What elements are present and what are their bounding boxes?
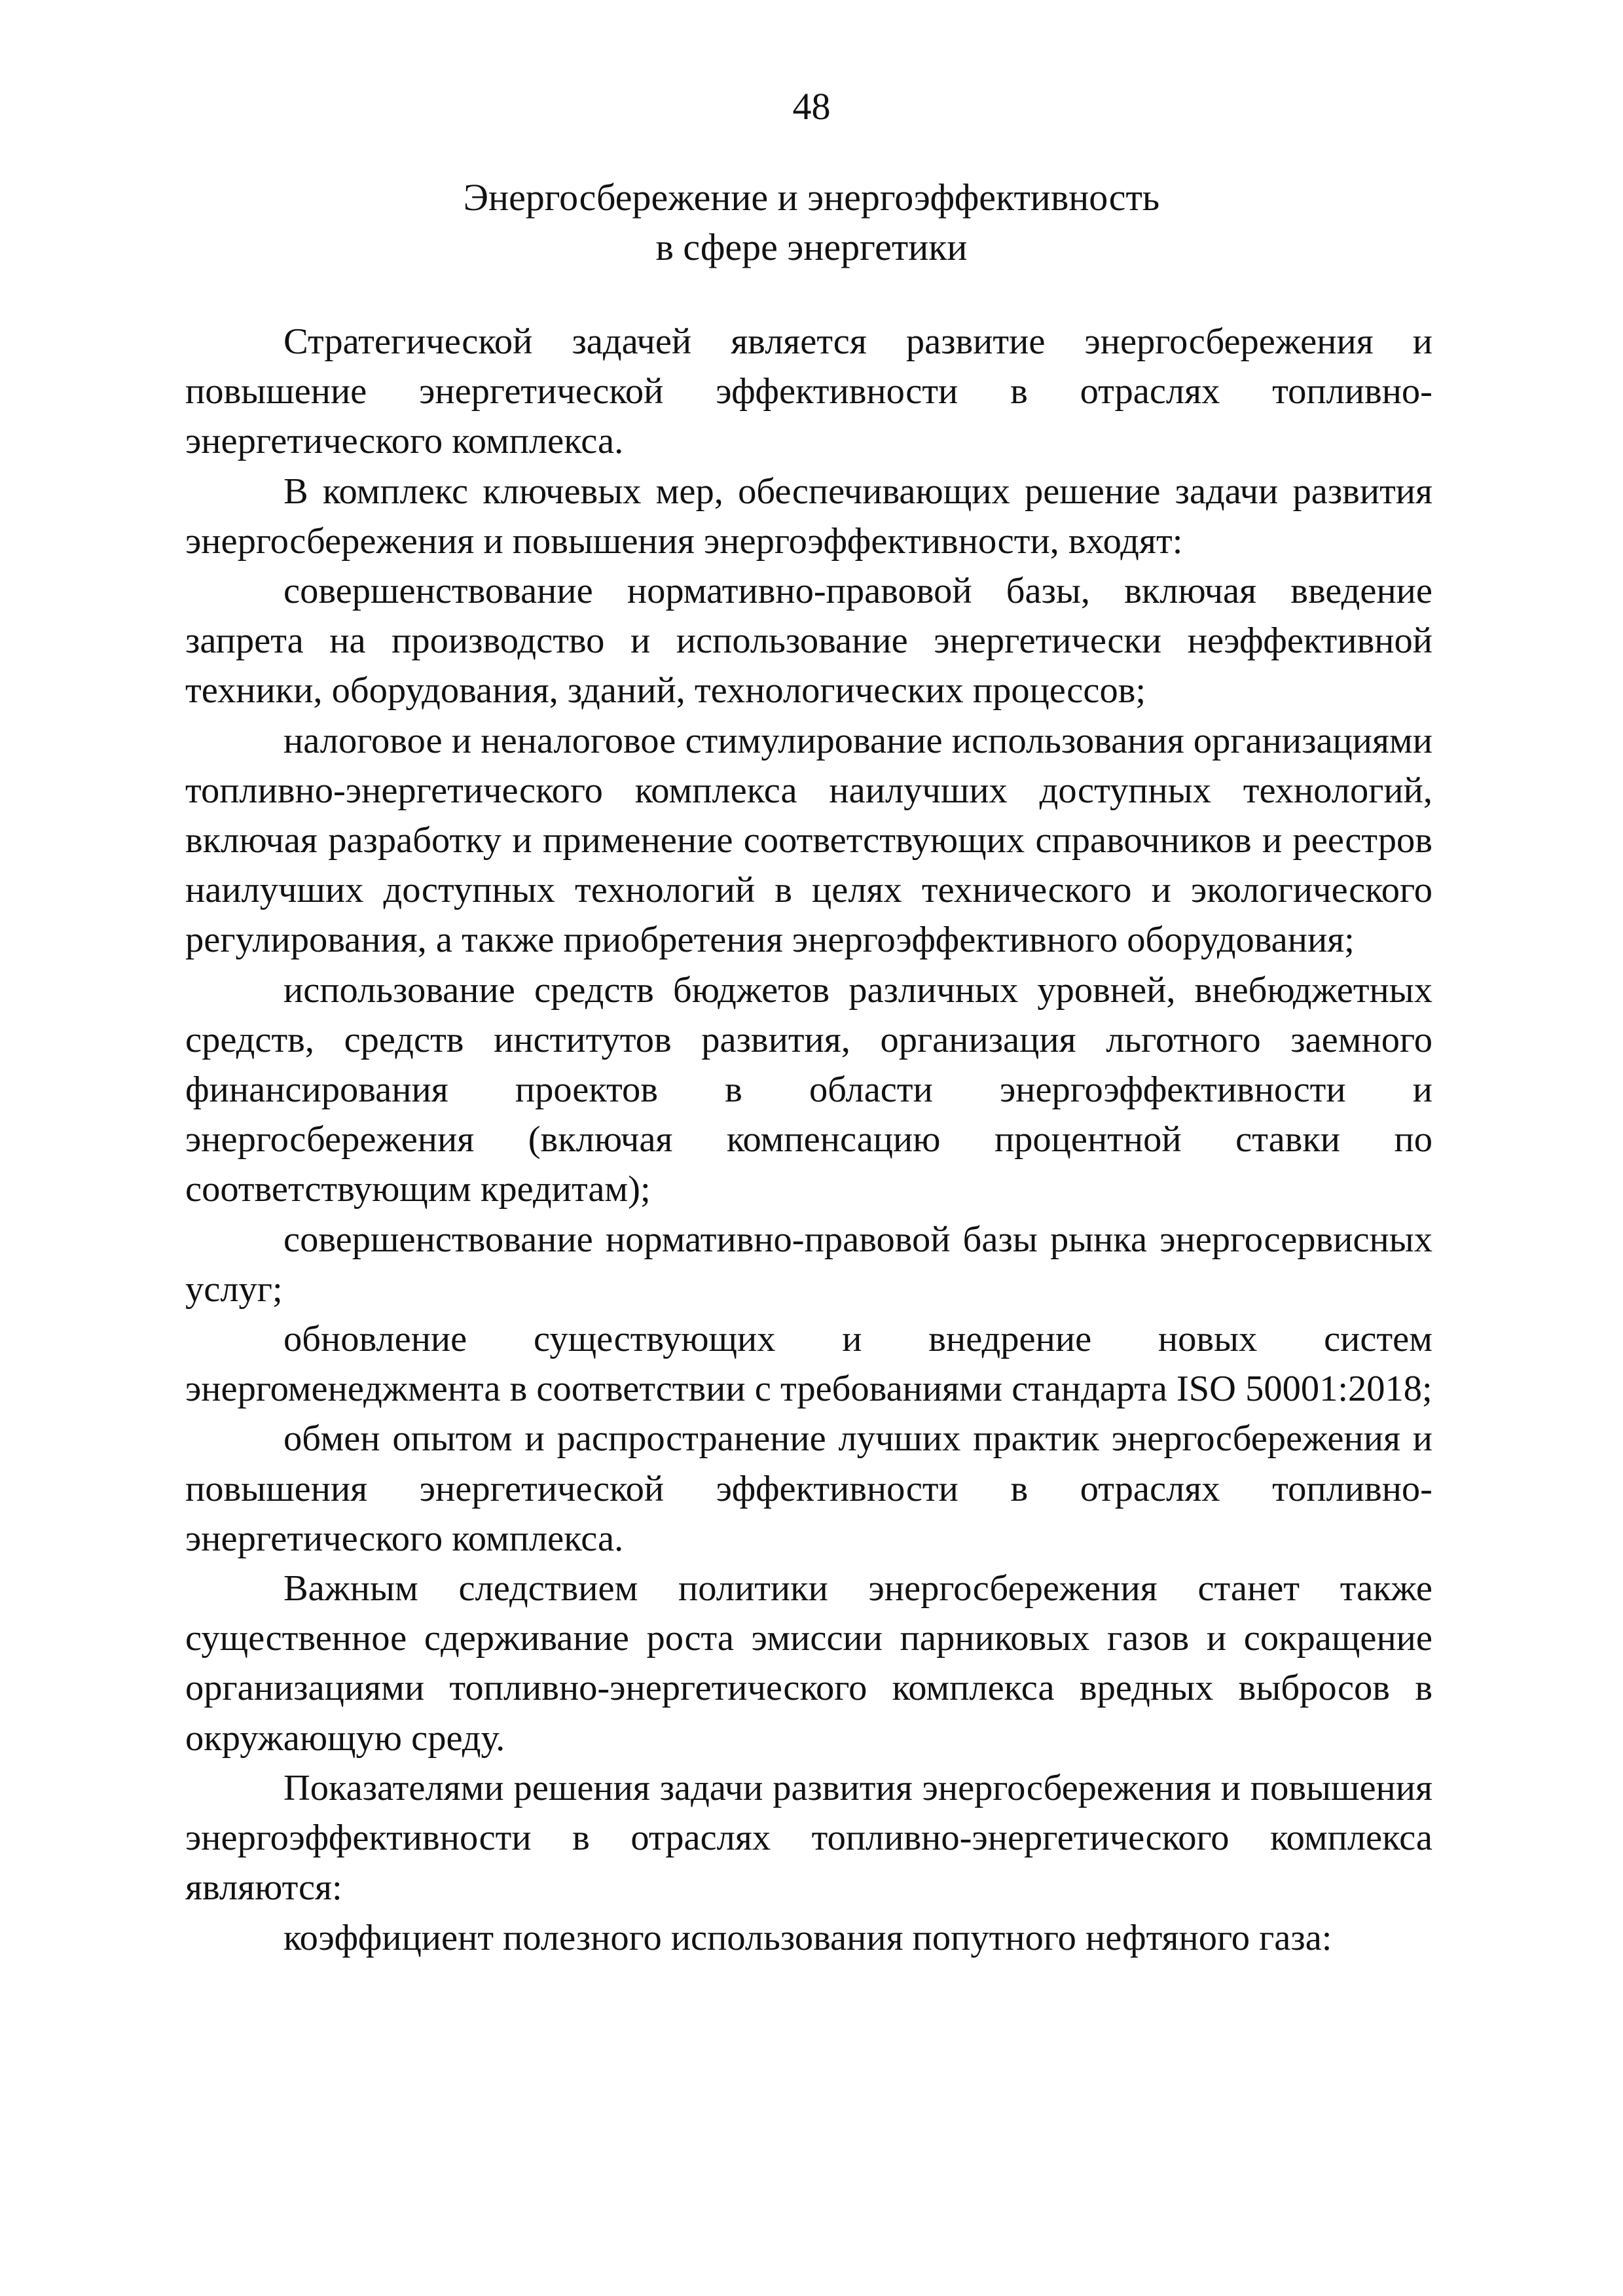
list-item: налоговое и неналоговое стимулирование использования организациями топливно-энергетического комплекса наилучших доступных технологий, включая разработку и применение соответствующих справочников и реестров наилучших доступных технологий в целях технического и экологического регулирования, а также приобретения энергоэффективного оборудования; xyxy=(185,720,1432,961)
list-item: обновление существующих и внедрение новых систем энергоменеджмента в соответствии с требованиями стандарта ISO 50001:2018; xyxy=(185,1319,1432,1410)
paragraph: В комплекс ключевых мер, обеспечивающих решение задачи развития энергосбережения и повышения энергоэффективности, входят: xyxy=(185,471,1432,562)
list-item: использование средств бюджетов различных уровней, внебюджетных средств, средств институтов развития, организация льготного заемного финансирования проектов в области энергоэффективности и энергосбережения (включая компенсацию процентной ставки по соответствующим кредитам); xyxy=(185,969,1432,1210)
list-item: коэффициент полезного использования попутного нефтяного газа: xyxy=(283,1917,1332,1958)
paragraph: Стратегической задачей является развитие энергосбережения и повышение энергетической эффективности в отраслях топливно-энергетического комплекса. xyxy=(185,321,1432,462)
section-title xyxy=(0,173,1623,272)
section-title-line-2: в сфере энергетики xyxy=(655,226,968,268)
list-item: совершенствование нормативно-правовой базы, включая введение запрета на производство и использование энергетически неэффективной техники, оборудования, зданий, технологических процессов; xyxy=(185,571,1432,711)
paragraph: Важным следствием политики энергосбережения станет также существенное сдерживание роста эмиссии парниковых газов и сокращение организациями топливно-энергетического комплекса вредных выбросов в окружающую среду. xyxy=(185,1568,1432,1759)
page-number: 48 xyxy=(792,85,831,128)
list-item: совершенствование нормативно-правовой базы рынка энергосервисных услуг; xyxy=(185,1219,1432,1310)
section-title-line-1: Энергосбережение и энергоэффективность xyxy=(463,176,1160,219)
paragraph: Показателями решения задачи развития энергосбережения и повышения энергоэффективности в отраслях топливно-энергетического комплекса являются: xyxy=(185,1767,1432,1909)
body-text xyxy=(185,317,1432,1963)
list-item: обмен опытом и распространение лучших практик энергосбережения и повышения энергетической эффективности в отраслях топливно-энергетического комплекса. xyxy=(185,1418,1432,1559)
